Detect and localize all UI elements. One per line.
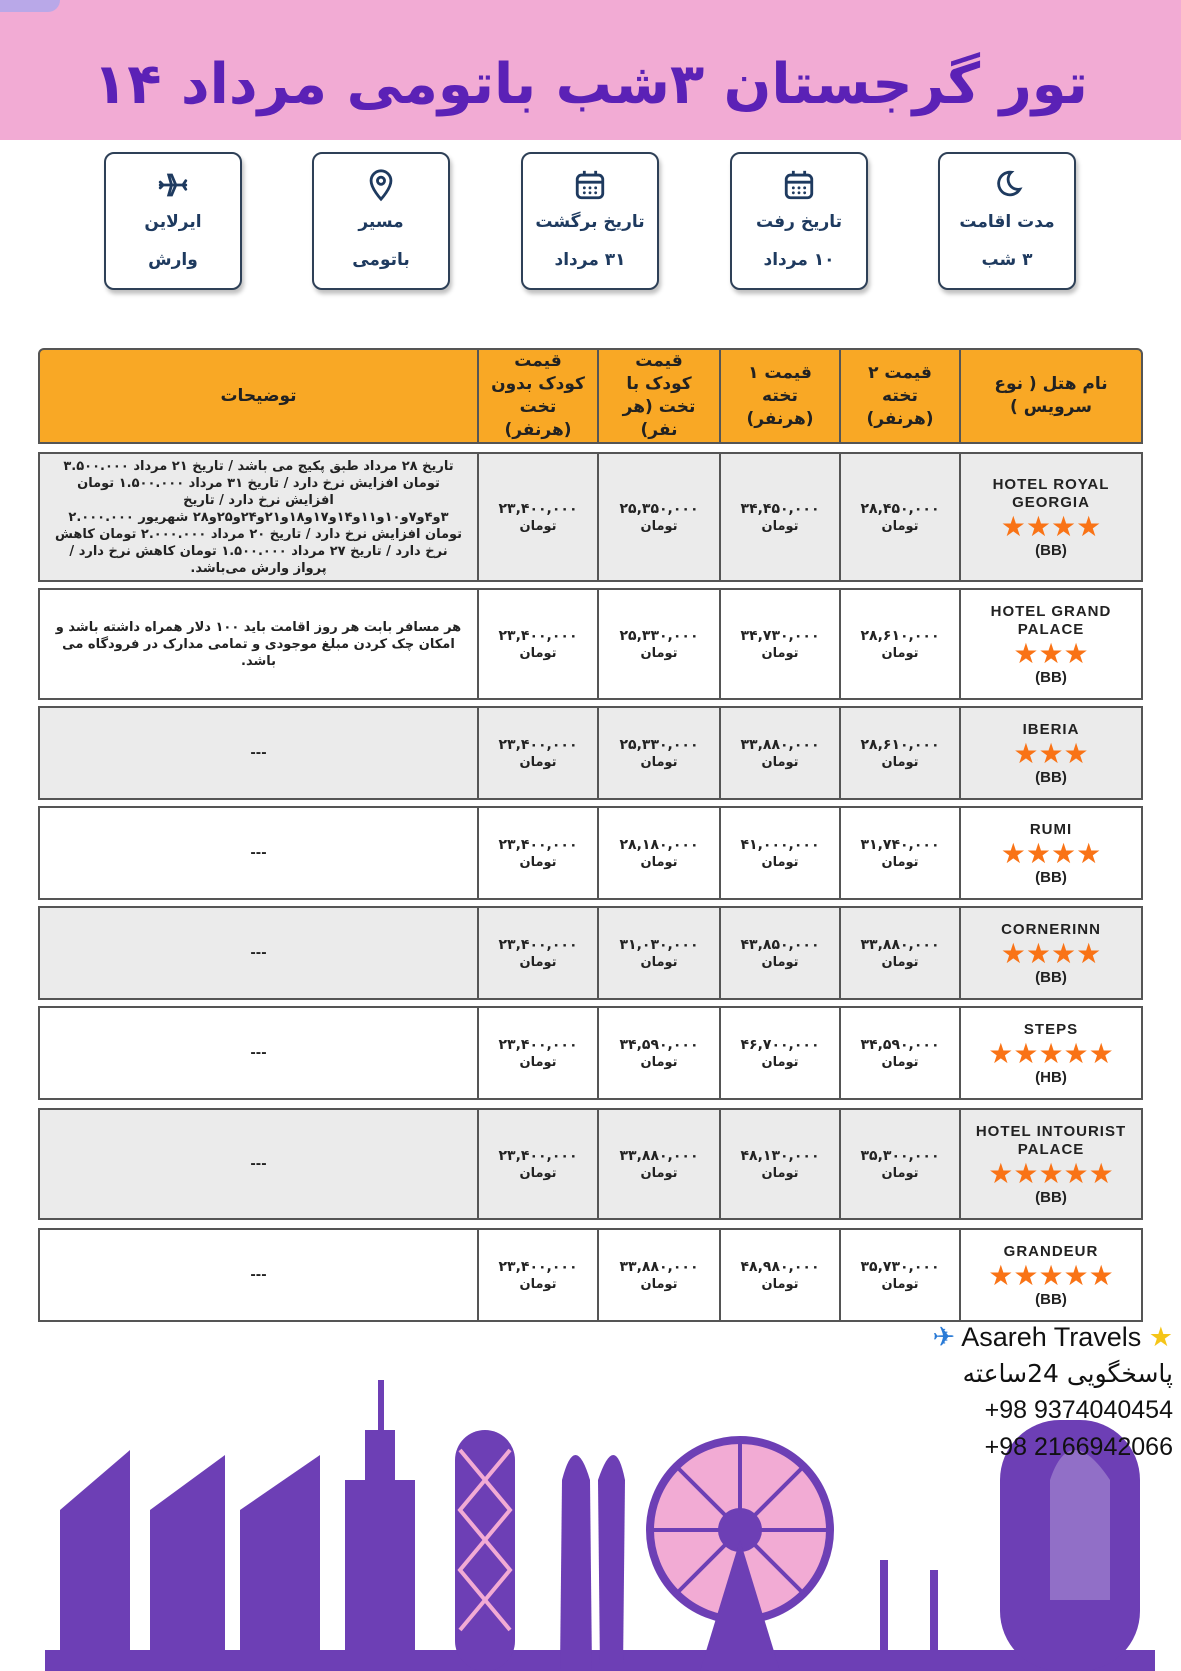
- child-with-bed-cell: ۳۳,۸۸۰,۰۰۰ تومان: [597, 1110, 719, 1218]
- hotel-cell: [959, 1110, 1141, 1218]
- child-no-bed-cell: ۲۳,۴۰۰,۰۰۰ تومان: [477, 808, 597, 898]
- brand-name: ✈ Asareh Travels ★: [932, 1322, 1173, 1352]
- price-single-cell: ۳۴,۷۳۰,۰۰۰ تومان: [719, 590, 839, 698]
- info-card-value: ۳ شب: [981, 250, 1033, 270]
- airplane-emoji-icon: ✈: [932, 1322, 956, 1352]
- price-double-cell: ۲۸,۴۵۰,۰۰۰ تومان: [839, 454, 959, 580]
- child-no-bed-cell: ۲۳,۴۰۰,۰۰۰ تومان: [477, 908, 597, 998]
- header-price-double: قیمت ۲ تخته (هرنفر): [839, 350, 959, 442]
- hotel-cell: [959, 708, 1141, 798]
- airplane-icon: [156, 168, 190, 202]
- hotel-cell: [959, 1008, 1141, 1098]
- price-double-cell: ۳۳,۸۸۰,۰۰۰ تومان: [839, 908, 959, 998]
- price-single-cell: ۴۱,۰۰۰,۰۰۰ تومان: [719, 808, 839, 898]
- header-price-single: قیمت ۱ تخته (هرنفر): [719, 350, 839, 442]
- child-with-bed-cell: ۲۵,۳۳۰,۰۰۰ تومان: [597, 708, 719, 798]
- support-hours: پاسخگویی 24ساعته: [962, 1359, 1173, 1388]
- price-single-cell: ۴۸,۱۳۰,۰۰۰ تومان: [719, 1110, 839, 1218]
- child-with-bed-cell: ۳۱,۰۳۰,۰۰۰ تومان: [597, 908, 719, 998]
- child-with-bed-cell: ۳۴,۵۹۰,۰۰۰ تومان: [597, 1008, 719, 1098]
- phone-number[interactable]: +98 9374040454: [984, 1396, 1173, 1424]
- table-row: [38, 1228, 1143, 1322]
- info-card-value: وارش: [148, 250, 198, 270]
- info-card-label: ایرلاین: [144, 212, 202, 232]
- hotel-cell: [959, 1230, 1141, 1320]
- star-rating: ★★★★★: [988, 1156, 1114, 1190]
- banner-decoration: [0, 0, 60, 12]
- price-double-cell: ۳۵,۷۳۰,۰۰۰ تومان: [839, 1230, 959, 1320]
- hotel-cell: [959, 590, 1141, 698]
- hotel-name: STEPS: [1023, 1020, 1079, 1038]
- notes-cell: ---: [250, 1156, 267, 1172]
- child-no-bed-cell: ۲۳,۴۰۰,۰۰۰ تومان: [477, 1230, 597, 1320]
- notes-cell: هر مسافر بابت هر روز اقامت باید ۱۰۰ دلار همراه داشته باشد و امکان چک کردن مبلغ موجودی و تمامی مدارک در فرودگاه می باشد.: [55, 619, 462, 669]
- info-card-value: باتومی: [352, 250, 410, 270]
- star-rating: ★★★★: [1000, 936, 1102, 970]
- hotel-cell: [959, 908, 1141, 998]
- hotel-cell: [959, 454, 1141, 580]
- location-pin-icon: [364, 168, 398, 202]
- header-child-with-bed: قیمت کودک با تخت (هر نفر): [597, 350, 719, 442]
- star-emoji-icon: ★: [1148, 1322, 1173, 1352]
- price-double-cell: ۲۸,۶۱۰,۰۰۰ تومان: [839, 708, 959, 798]
- table-row: [38, 1108, 1143, 1220]
- price-single-cell: ۴۶,۷۰۰,۰۰۰ تومان: [719, 1008, 839, 1098]
- info-card-label: مدت اقامت: [959, 212, 1055, 232]
- calendar-icon: [573, 168, 607, 202]
- price-single-cell: ۳۳,۸۸۰,۰۰۰ تومان: [719, 708, 839, 798]
- info-card-value: ۱۰ مرداد: [763, 250, 835, 270]
- star-rating: ★★★: [1013, 636, 1089, 670]
- child-no-bed-cell: ۲۳,۴۰۰,۰۰۰ تومان: [477, 708, 597, 798]
- price-single-cell: ۴۳,۸۵۰,۰۰۰ تومان: [719, 908, 839, 998]
- info-card-label: مسیر: [358, 212, 404, 232]
- price-double-cell: ۳۴,۵۹۰,۰۰۰ تومان: [839, 1008, 959, 1098]
- notes-cell: تاریخ ۲۸ مرداد طبق پکیج می باشد / تاریخ ۲۱ مرداد ۳.۵۰۰.۰۰۰ تومان افزایش نرخ دارد / تاریخ ۳۱ مرداد ۱.۵۰۰.۰۰۰ تومان افزایش نرخ دارد / تاریخ ۳و۴و۷و۱۰و۱۱و۱۴و۱۷و۱۸و۲۱و۲۴و۲۵و۲۸ شهریور ۲.۰۰۰.۰۰۰ تومان افزایش نرخ دارد / تاریخ ۲۰ مرداد ۲.۰۰۰.۰۰۰ تومان کاهش نرخ دارد / تاریخ ۲۷ مرداد ۱.۵۰۰.۰۰۰ تومان کاهش نرخ دارد / پرواز وارش می‌باشد.: [54, 458, 463, 576]
- table-row: [38, 1006, 1143, 1100]
- board-type: (BB): [1035, 668, 1067, 686]
- board-type: (BB): [1035, 868, 1067, 886]
- notes-cell: ---: [250, 1045, 267, 1061]
- phone-number[interactable]: +98 2166942066: [984, 1433, 1173, 1461]
- table-row: [38, 452, 1143, 582]
- board-type: (BB): [1035, 968, 1067, 986]
- star-rating: ★★★★★: [988, 1036, 1114, 1070]
- child-no-bed-cell: ۲۳,۴۰۰,۰۰۰ تومان: [477, 590, 597, 698]
- star-rating: ★★★: [1013, 736, 1089, 770]
- child-no-bed-cell: ۲۳,۴۰۰,۰۰۰ تومان: [477, 454, 597, 580]
- star-rating: ★★★★: [1000, 509, 1102, 543]
- moon-icon: [990, 168, 1024, 202]
- info-card-airline: [104, 152, 242, 290]
- table-row: [38, 806, 1143, 900]
- table-row: [38, 588, 1143, 700]
- info-card-value: ۳۱ مرداد: [554, 250, 626, 270]
- star-rating: ★★★★: [1000, 836, 1102, 870]
- child-with-bed-cell: ۲۵,۳۵۰,۰۰۰ تومان: [597, 454, 719, 580]
- child-with-bed-cell: ۲۸,۱۸۰,۰۰۰ تومان: [597, 808, 719, 898]
- hotel-name: HOTEL GRAND PALACE: [990, 602, 1112, 638]
- info-card-departure: [730, 152, 868, 290]
- notes-cell: ---: [250, 945, 267, 961]
- info-card-stay: [938, 152, 1076, 290]
- table-row: [38, 906, 1143, 1000]
- hotel-name: IBERIA: [1022, 720, 1080, 738]
- page-title: تور گرجستان ۳شب باتومی مرداد ۱۴: [93, 52, 1088, 117]
- child-no-bed-cell: ۲۳,۴۰۰,۰۰۰ تومان: [477, 1008, 597, 1098]
- info-card-label: تاریخ برگشت: [535, 212, 645, 232]
- price-double-cell: ۳۱,۷۴۰,۰۰۰ تومان: [839, 808, 959, 898]
- star-rating: ★★★★★: [988, 1258, 1114, 1292]
- table-header-row: [38, 348, 1143, 444]
- board-type: (BB): [1035, 541, 1067, 559]
- info-cards: [0, 152, 1181, 292]
- calendar-icon: [782, 168, 816, 202]
- notes-cell: ---: [250, 745, 267, 761]
- hotel-name: RUMI: [1029, 820, 1073, 838]
- header-notes: توضیحات: [220, 385, 297, 406]
- info-card-return: [521, 152, 659, 290]
- notes-cell: ---: [250, 1267, 267, 1283]
- price-double-cell: ۳۵,۳۰۰,۰۰۰ تومان: [839, 1110, 959, 1218]
- header-child-no-bed: قیمت کودک بدون تخت (هرنفر): [477, 350, 597, 442]
- board-type: (BB): [1035, 768, 1067, 786]
- info-card-route: [312, 152, 450, 290]
- table-row: [38, 706, 1143, 800]
- hotel-name: HOTEL ROYAL GEORGIA: [992, 475, 1110, 511]
- child-no-bed-cell: ۲۳,۴۰۰,۰۰۰ تومان: [477, 1110, 597, 1218]
- brand-block: [913, 1322, 1173, 1462]
- child-with-bed-cell: ۲۵,۳۳۰,۰۰۰ تومان: [597, 590, 719, 698]
- board-type: (BB): [1035, 1290, 1067, 1308]
- notes-cell: ---: [250, 845, 267, 861]
- board-type: (HB): [1035, 1068, 1067, 1086]
- price-single-cell: ۳۴,۴۵۰,۰۰۰ تومان: [719, 454, 839, 580]
- info-card-label: تاریخ رفت: [755, 212, 843, 232]
- hotel-name: CORNERINN: [1001, 920, 1101, 938]
- hotel-name: HOTEL INTOURIST PALACE: [975, 1122, 1127, 1158]
- header-hotel: نام هتل ( نوع سرویس ): [959, 350, 1141, 442]
- price-double-cell: ۲۸,۶۱۰,۰۰۰ تومان: [839, 590, 959, 698]
- hotel-name: GRANDEUR: [1003, 1242, 1099, 1260]
- board-type: (BB): [1035, 1188, 1067, 1206]
- child-with-bed-cell: ۳۳,۸۸۰,۰۰۰ تومان: [597, 1230, 719, 1320]
- price-single-cell: ۴۸,۹۸۰,۰۰۰ تومان: [719, 1230, 839, 1320]
- hotel-cell: [959, 808, 1141, 898]
- title-banner: [0, 0, 1181, 140]
